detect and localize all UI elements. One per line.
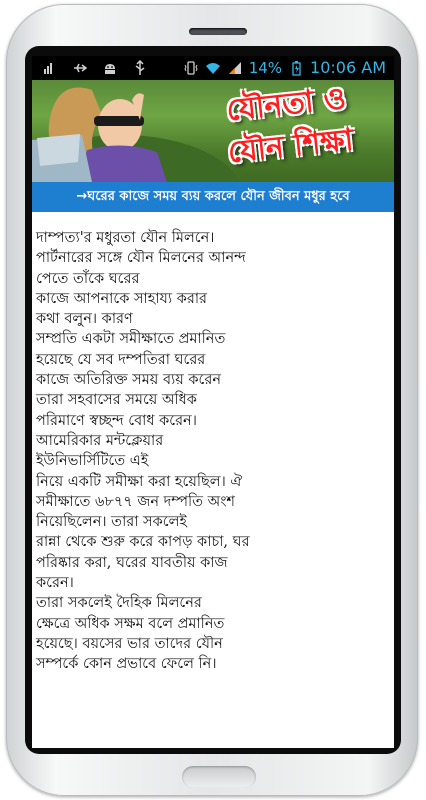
clock-ampm: AM (361, 58, 386, 77)
article-line: পার্টনারের সঙ্গে যৌন মিলনের আনন্দ (36, 250, 246, 267)
article-line: সম্প্রতি একটা সমীক্ষাতে প্রমানিত (36, 331, 226, 348)
article-line: হয়েছে যে সব দম্পতিরা ঘরের (36, 351, 206, 368)
vibrate-icon (183, 60, 199, 76)
headline-bar[interactable]: →ঘরের কাজে সময় ব্যয় করলে যৌন জীবন মধুর হবে (32, 182, 394, 212)
article-line: রান্না থেকে শুরু করে কাপড় কাচা, ঘর (36, 534, 250, 551)
article-line: তারা সকলেই দৈহিক মিলনের (36, 595, 202, 612)
device-screen (32, 56, 394, 748)
home-button[interactable] (182, 766, 256, 788)
article-line: আমেরিকার মন্টক্লেয়ার (36, 432, 164, 449)
article-line: করেন। (36, 575, 74, 592)
article-line: সমীক্ষাতে ৬৮৭৭ জন দম্পতি অংশ (36, 493, 236, 510)
wifi-icon (205, 60, 221, 76)
status-bar-notifications (42, 60, 148, 76)
header-banner[interactable] (32, 80, 394, 182)
status-bar-system (183, 58, 386, 77)
cell-signal-icon (227, 60, 243, 76)
clock (310, 58, 386, 77)
article-line: কাজে আপনাকে সাহায্য করার (36, 290, 208, 307)
article-line: কাজে অতিরিক্ত সময় ব্যয় করেন (36, 372, 221, 389)
article-line: ক্ষেত্রে অধিক সক্ষম বলে প্রমানিত (36, 615, 225, 632)
article-line: পেতে তাঁকে ঘরের (36, 270, 140, 287)
android-icon (102, 60, 118, 76)
banner-title-line1: যৌনতা ও (224, 80, 348, 129)
battery-icon (288, 60, 304, 76)
earpiece-speaker (189, 28, 247, 35)
article-line: হয়েছে। বয়সের ভার তাদের যৌন (36, 635, 223, 652)
battery-percent: 14% (248, 58, 283, 77)
article-line: নিয়েছিলেন। তারা সকলেই (36, 514, 187, 531)
article-line: নিয়ে একটি সমীক্ষা করা হয়েছিল। ঐ (36, 473, 243, 490)
signal-bars-icon (42, 60, 58, 76)
banner-title (180, 80, 394, 182)
article-body (36, 228, 388, 675)
usb-icon (72, 60, 88, 76)
clock-time: 10:06 (310, 58, 357, 77)
article-line: তারা সহবাসের সময়ে অধিক (36, 392, 197, 409)
article-line: কথা বলুন। কারণ (36, 311, 133, 328)
article-line: ইউনিভার্সিটিতে এই (36, 453, 149, 470)
banner-title-line2: যৌন শিক্ষা (226, 122, 355, 171)
article-line: পরিমাণে স্বচ্ছন্দ বোধ করেন। (36, 412, 197, 429)
status-bar (32, 56, 394, 80)
usb-icon (132, 60, 148, 76)
article-line: সম্পর্কে কোন প্রভাবে ফেলে নি। (36, 656, 217, 673)
article-line: দাম্পত্য'র মধুরতা যৌন মিলনে। (36, 230, 215, 246)
article-line: পরিষ্কার করা, ঘরের যাবতীয় কাজ (36, 554, 228, 571)
